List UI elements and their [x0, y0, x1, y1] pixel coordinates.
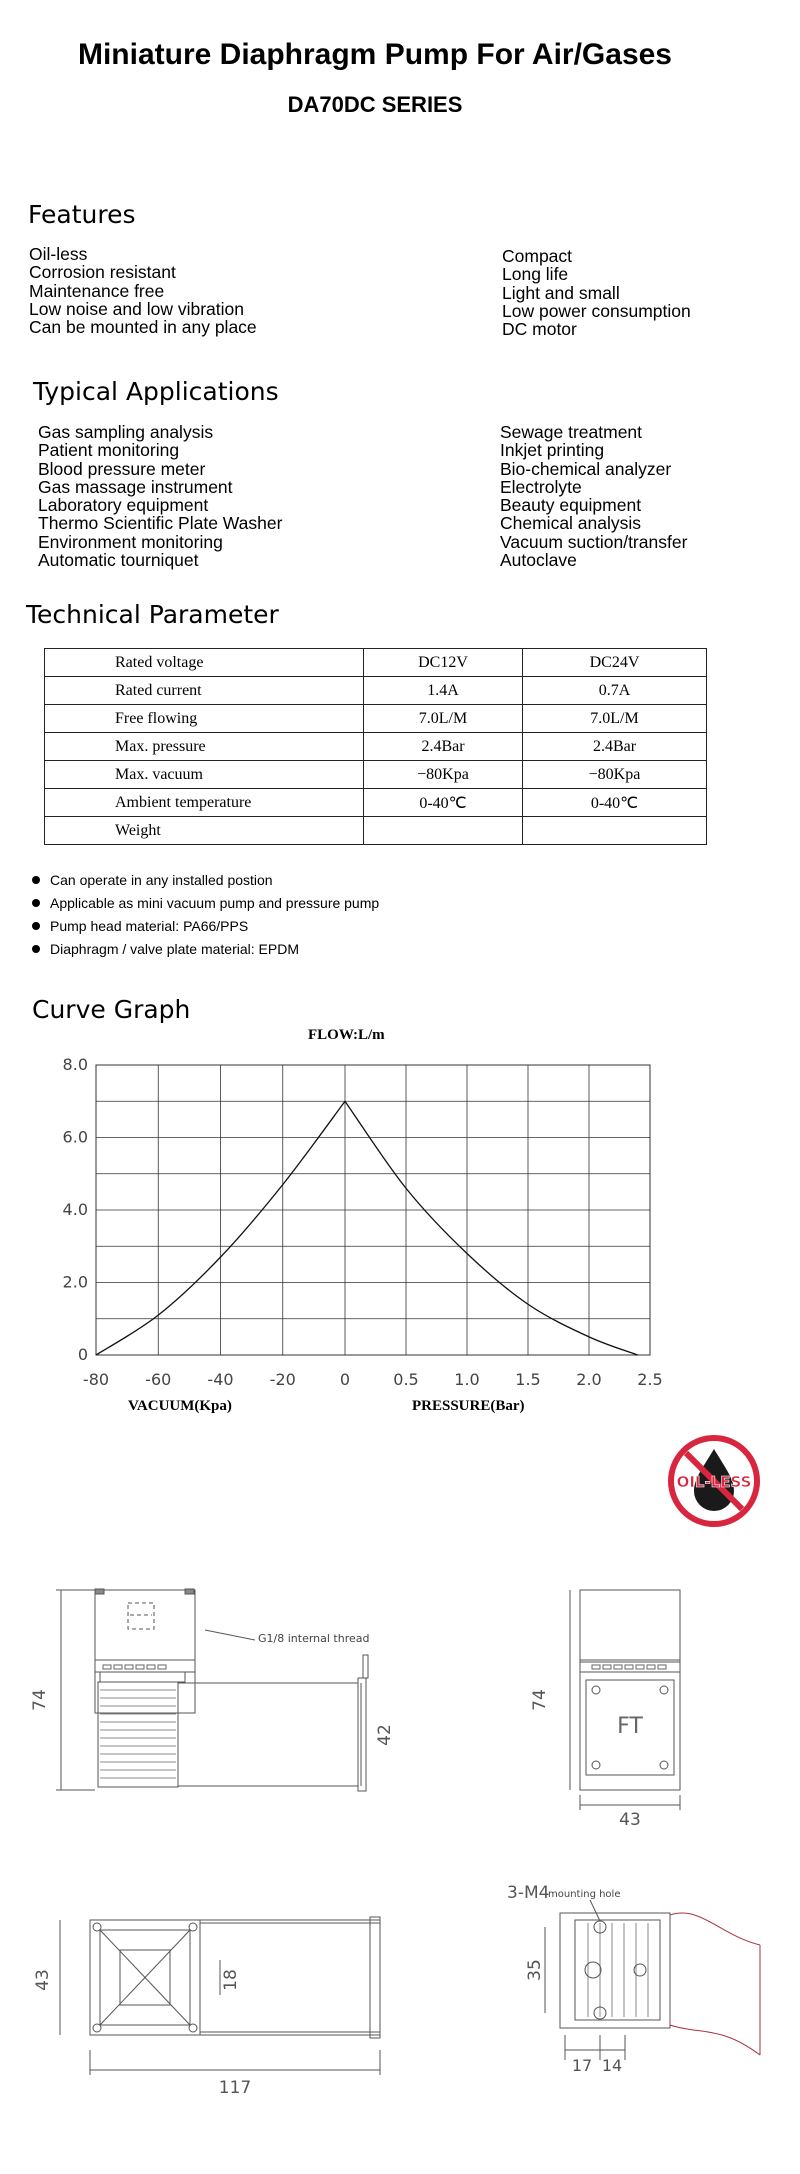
list-item: Laboratory equipment — [38, 495, 209, 516]
param-label: Max. pressure — [45, 733, 364, 761]
dim-43-top: 43 — [33, 1969, 53, 1991]
list-item: Gas massage instrument — [38, 476, 233, 497]
param-value-12v: −80Kpa — [364, 761, 523, 789]
param-value-12v — [364, 817, 523, 845]
screw-icon — [660, 1761, 668, 1769]
features-right-list — [502, 247, 691, 338]
note-item: Can operate in any installed postion — [30, 872, 379, 895]
list-item: Thermo Scientific Plate Washer — [38, 513, 283, 534]
param-label: Ambient temperature — [45, 789, 364, 817]
x-tick-label: 0 — [339, 1370, 351, 1389]
list-item: Compact — [502, 246, 573, 266]
list-item: Patient monitoring — [38, 440, 180, 461]
list-item: Automatic tourniquet — [38, 550, 199, 571]
x-tick-label: -60 — [145, 1370, 172, 1389]
param-value-24v: 7.0L/M — [523, 705, 707, 733]
pressure-label: PRESSURE(Bar) — [412, 1398, 525, 1414]
side-view-drawing — [56, 1589, 368, 1791]
param-value-12v: 2.4Bar — [364, 733, 523, 761]
list-item: Vacuum suction/transfer — [500, 531, 688, 552]
features-left-list — [29, 245, 257, 336]
mounting-view-drawing — [545, 1900, 760, 2060]
x-tick-label: 2.5 — [637, 1370, 663, 1389]
note-item: Pump head material: PA66/PPS — [30, 918, 379, 941]
screw-icon — [592, 1761, 600, 1769]
param-label: Weight — [45, 817, 364, 845]
y-tick-label: 4.0 — [62, 1200, 88, 1219]
param-label: Rated current — [45, 677, 364, 705]
param-value-24v: 0.7A — [523, 677, 707, 705]
list-item: Low power consumption — [502, 300, 691, 321]
flow-curve-chart — [40, 1040, 680, 1400]
dim-43-front: 43 — [619, 1810, 641, 1830]
param-value-12v: 0-40℃ — [364, 789, 523, 817]
list-item: Low noise and low vibration — [29, 298, 244, 319]
dim-35: 35 — [525, 1959, 545, 1981]
param-value-12v: DC12V — [364, 649, 523, 677]
param-value-24v: −80Kpa — [523, 761, 707, 789]
note-item: Applicable as mini vacuum pump and pressure pump — [30, 895, 379, 918]
pressure-curve — [345, 1101, 638, 1355]
top-view-drawing — [60, 1917, 380, 2075]
param-value-24v — [523, 817, 707, 845]
list-item: Corrosion resistant — [29, 262, 176, 283]
list-item: Beauty equipment — [500, 495, 642, 516]
flow-label: FLOW:L/m — [308, 1027, 385, 1043]
param-value-12v: 7.0L/M — [364, 705, 523, 733]
list-item: Light and small — [502, 282, 620, 303]
vacuum-label: VACUUM(Kpa) — [128, 1398, 232, 1414]
front-view-drawing — [570, 1590, 680, 1810]
technical-heading: Technical Parameter — [26, 600, 279, 629]
list-item: Oil-less — [29, 244, 88, 264]
list-item: Bio-chemical analyzer — [500, 458, 672, 479]
oil-less-badge-icon — [668, 1435, 760, 1527]
screw-icon — [592, 1686, 600, 1694]
bullet-icon — [32, 876, 40, 884]
thread-note: G1/8 internal thread — [258, 1632, 370, 1645]
list-item: Chemical analysis — [500, 513, 642, 534]
note-item: Diaphragm / valve plate material: EPDM — [30, 941, 379, 964]
table-row — [45, 817, 707, 845]
page-title: Miniature Diaphragm Pump For Air/Gases — [77, 38, 672, 71]
dim-14: 14 — [601, 2056, 623, 2075]
table-row — [45, 677, 707, 705]
technical-notes — [30, 872, 379, 964]
y-tick-label: 6.0 — [62, 1127, 88, 1147]
x-tick-label: 0.5 — [393, 1370, 419, 1389]
x-tick-label: 1.0 — [454, 1370, 480, 1389]
param-value-24v: 0-40℃ — [523, 789, 707, 817]
chart-lines — [96, 1101, 638, 1355]
chart-grid — [96, 1065, 650, 1355]
y-tick-label: 0 — [77, 1345, 88, 1364]
list-item: DC motor — [502, 319, 577, 340]
y-tick-label: 2.0 — [62, 1272, 88, 1292]
applications-left-list — [38, 423, 282, 569]
dim-74-front: 74 — [530, 1689, 550, 1711]
bullet-icon — [32, 899, 40, 907]
mount-note: 3-M4 — [507, 1883, 550, 1903]
plate-label: FT — [617, 1714, 643, 1739]
table-row — [45, 761, 707, 789]
param-value-24v: DC24V — [523, 649, 707, 677]
list-item: Inkjet printing — [500, 440, 605, 461]
list-item: Maintenance free — [29, 280, 165, 301]
badge-text: OIL-LESS — [676, 1473, 752, 1491]
page-subtitle: DA70DC SERIES — [287, 92, 463, 117]
applications-heading: Typical Applications — [33, 377, 279, 406]
chart-ticks — [63, 1055, 663, 1389]
list-item: Electrolyte — [500, 476, 582, 497]
x-tick-label: -80 — [82, 1370, 110, 1389]
y-tick-label: 8.0 — [62, 1055, 88, 1074]
dim-117: 117 — [218, 2078, 252, 2098]
screw-icon — [660, 1686, 668, 1694]
table-row — [45, 733, 707, 761]
list-item: Long life — [502, 264, 569, 285]
table-row — [45, 705, 707, 733]
dim-18: 18 — [221, 1969, 241, 1991]
table-row — [45, 789, 707, 817]
x-tick-label: 2.0 — [576, 1370, 602, 1389]
param-label: Rated voltage — [45, 649, 364, 677]
x-tick-label: 1.5 — [515, 1370, 541, 1389]
list-item: Autoclave — [500, 550, 577, 571]
mount-note-small: mounting hole — [548, 1889, 621, 1900]
technical-parameter-table — [44, 648, 707, 845]
list-item: Can be mounted in any place — [29, 317, 257, 338]
list-item: Blood pressure meter — [38, 458, 206, 479]
param-label: Free flowing — [45, 705, 364, 733]
features-heading: Features — [28, 200, 136, 229]
dimension-drawings — [0, 1555, 800, 2145]
x-tick-label: -20 — [269, 1370, 296, 1389]
dim-42: 42 — [375, 1724, 395, 1746]
dim-74-side: 74 — [30, 1689, 50, 1711]
table-row — [45, 649, 707, 677]
param-value-12v: 1.4A — [364, 677, 523, 705]
curve-heading: Curve Graph — [32, 995, 191, 1024]
list-item: Environment monitoring — [38, 531, 223, 552]
x-tick-label: -40 — [207, 1370, 234, 1389]
list-item: Sewage treatment — [500, 422, 643, 442]
list-item: Gas sampling analysis — [38, 422, 214, 442]
applications-right-list — [500, 423, 687, 569]
bullet-icon — [32, 922, 40, 930]
bullet-icon — [32, 945, 40, 953]
dim-17: 17 — [571, 2056, 593, 2075]
param-value-24v: 2.4Bar — [523, 733, 707, 761]
param-label: Max. vacuum — [45, 761, 364, 789]
